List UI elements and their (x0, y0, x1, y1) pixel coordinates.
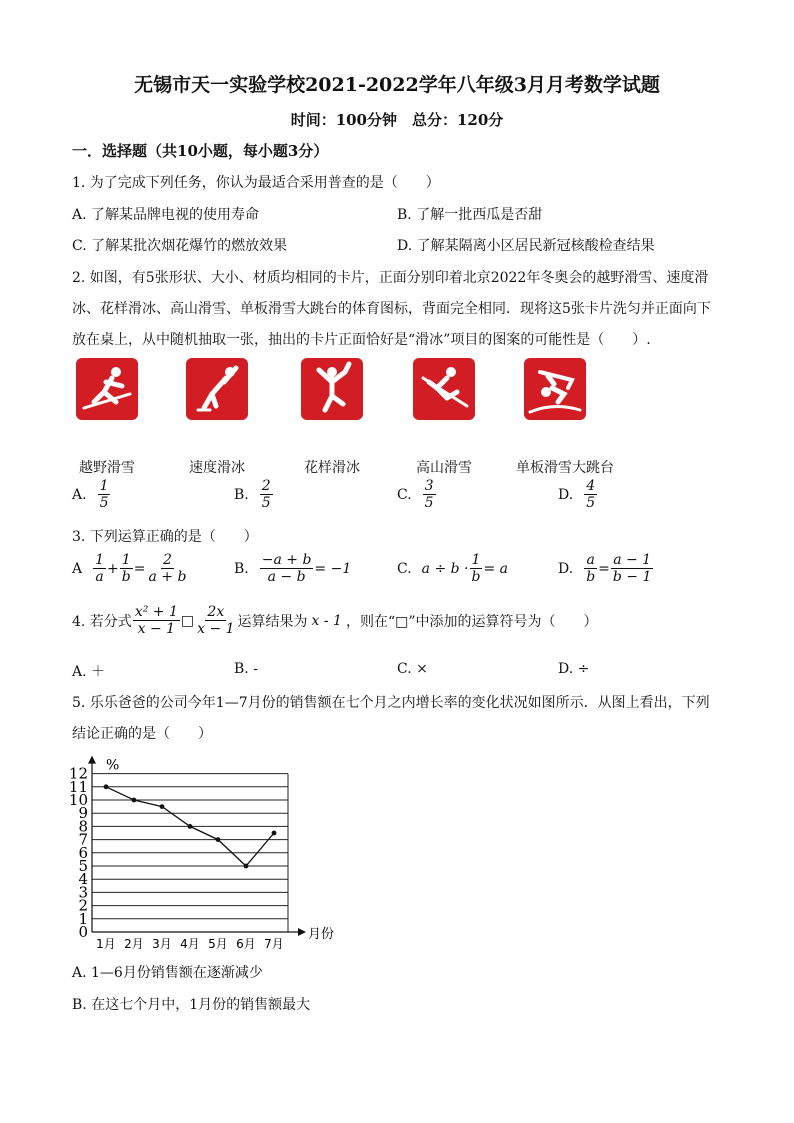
section-heading: 一．选择题（共10小题，每小题3分） (72, 142, 329, 160)
q3-option-a[interactable]: A $\frac{1}{a}$ + $\frac{1}{b}$ = $\frac{2}{a + b}$ (72, 552, 187, 585)
x-tick-label: 7月 (264, 937, 284, 951)
y-tick-label: 4 (78, 870, 88, 889)
q2-option-c[interactable]: C. $\frac{3}{5}$ (397, 478, 434, 511)
q5-option-a[interactable]: A. 1—6月份销售额在逐渐减少 (72, 965, 263, 981)
data-point (104, 784, 109, 789)
data-point (216, 837, 221, 842)
y-tick-label: 0 (78, 923, 88, 941)
exam-title: 无锡市天一实验学校2021-2022学年八年级3月月考数学试题 (134, 74, 660, 96)
alpine-skiing-icon (413, 358, 475, 420)
y-tick-label: 6 (78, 843, 88, 862)
x-axis-arrow (298, 928, 306, 936)
y-tick-label: 3 (78, 883, 88, 902)
q2-option-d[interactable]: D. $\frac{4}{5}$ (558, 478, 596, 511)
x-axis-label: 月份 (308, 927, 335, 942)
data-point (244, 864, 249, 869)
q4-option-c[interactable]: C. × (397, 661, 428, 677)
x-tick-label: 5月 (208, 937, 228, 951)
y-tick-label: 8 (78, 817, 88, 836)
x-tick-label: 6月 (236, 937, 256, 951)
q4-option-b[interactable]: B. - (234, 661, 258, 677)
q5-line2: 结论正确的是（ ） (72, 726, 212, 742)
q2-option-b[interactable]: B. $\frac{2}{5}$ (234, 478, 271, 511)
q5-option-b[interactable]: B. 在这七个月中，1月份的销售额最大 (72, 997, 311, 1013)
data-point (160, 804, 165, 809)
figure-skating-icon (301, 358, 363, 420)
y-tick-label: 10 (68, 791, 88, 809)
q3-option-d[interactable]: D. $\frac{a}{b}$ = $\frac{a - 1}{b - 1}$ (558, 552, 652, 585)
card-label-alpine-skiing: 高山滑雪 (416, 460, 472, 476)
q2-line2: 冰、花样滑冰、高山滑雪、单板滑雪大跳台的体育图标，背面完全相同．现将这5张卡片洗匀并正面向下 (72, 301, 711, 317)
q2-line1: 2. 如图，有5张形状、大小、材质均相同的卡片，正面分别印着北京2022年冬奥会的越野滑雪、速度滑 (72, 270, 709, 286)
data-point (272, 831, 277, 836)
y-axis-arrow (88, 756, 96, 764)
q5-line1: 5. 乐乐爸爸的公司今年1—7月份的销售额在七个月之内增长率的变化状况如图所示．从图上看出，下列 (72, 695, 710, 711)
q2-option-a[interactable]: A. $\frac{1}{5}$ (72, 478, 109, 511)
data-point (188, 824, 193, 829)
y-tick-label: 12 (68, 764, 88, 783)
q4-option-a[interactable]: A. ＋ (72, 664, 106, 680)
q1-option-a[interactable]: A. 了解某品牌电视的使用寿命 (72, 207, 260, 223)
q1-option-c[interactable]: C. 了解某批次烟花爆竹的燃放效果 (72, 238, 288, 254)
y-tick-label: 11 (68, 777, 88, 796)
q3-option-c[interactable]: C. a ÷ b · $\frac{1}{b}$ = a (397, 552, 509, 585)
card-label-figure-skating: 花样滑冰 (304, 460, 360, 476)
card-label-speed-skating: 速度滑冰 (189, 460, 245, 476)
x-tick-label: 4月 (180, 937, 200, 951)
q2-line3: 放在桌上，从中随机抽取一张，抽出的卡片正面恰好是“滑冰”项目的图案的可能性是（ ）. (72, 332, 651, 348)
data-point (132, 798, 137, 803)
exam-subtitle: 时间：100分钟 总分：120分 (290, 111, 504, 129)
q3-stem: 3. 下列运算正确的是（ ） (72, 529, 258, 545)
y-axis-label: % (106, 757, 120, 774)
snowboard-big-air-icon (524, 358, 586, 420)
speed-skating-icon (186, 358, 248, 420)
q1-stem: 1. 为了完成下列任务，你认为最适合采用普查的是（ ） (72, 175, 440, 191)
q1-option-b[interactable]: B. 了解一批西瓜是否甜 (397, 207, 543, 223)
y-tick-label: 7 (78, 830, 88, 849)
growth-rate-line-chart (60, 748, 360, 958)
card-label-snowboard: 单板滑雪大跳台 (516, 460, 614, 476)
y-tick-label: 5 (78, 857, 88, 875)
x-tick-label: 2月 (124, 937, 144, 951)
x-tick-label: 3月 (152, 937, 172, 951)
q1-option-d[interactable]: D. 了解某隔离小区居民新冠核酸检查结果 (397, 238, 655, 254)
q3-option-b[interactable]: B. $\frac{-a + b}{a - b}$ = −1 (234, 552, 352, 585)
card-label-cross-country: 越野滑雪 (79, 460, 135, 476)
q4-stem: 4. 若分式 $\frac{\text{x² + 1}}{x - 1}$ □ $\frac{2x}{x - 1}$ 运算结果为 x - 1 ，则在“□”中添加的运算符号为（ ） (72, 604, 598, 637)
y-tick-label: 9 (78, 804, 88, 823)
x-tick-label: 1月 (96, 937, 116, 951)
y-tick-label: 2 (78, 896, 88, 915)
q4-option-d[interactable]: D. ÷ (558, 661, 590, 677)
y-tick-label: 1 (78, 909, 88, 928)
cross-country-skiing-icon (76, 358, 138, 420)
